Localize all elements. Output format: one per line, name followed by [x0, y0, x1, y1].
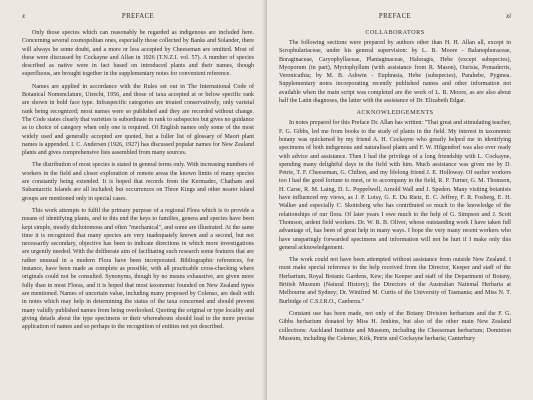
- right-page-number: xi: [506, 13, 511, 20]
- left-page-number: x: [22, 13, 26, 20]
- left-paragraph-2: Names are applied in accordance with the Rules set out in The International Code of Botanical Nomenclature, Utrecht, 1956, and those of taxa accepted at or below specific rank are shown in bold face type. Infraspecific categories are treated conservatively, only varietal rank being recognized; most names were so published and they are recorded without change. The Code states clearly that varieties is subordinate in rank to subspecies but gives no guidance as to choice of category when only one is required. Of English names only some of the most widely used and generally accepted are quoted, but a fuller list of glossary of Maori plant names is appended. I. C. Andersen (1926, 1927) has discussed popular names for New Zealand plants and gives comprehensive lists assembled from many sources.: [22, 83, 254, 157]
- collaborators-paragraph: The following sections were prepared by authors other than H. H. Allan all, except in Scrophulariaceae, under his general supervision: by L. B. Moore - Balanophoraceae, Boraginaceae, Caryophyllaceae, Plantaginaceae, Haloragis, Hebe (except subspecies), Myoporum (in part), Myriophyllum (with assistance from R. Mason), Ourisia, Pomaderris, Veronicathia; by M. B. Ashwin - Euphrasia, Hebe (subspecies), Parahebe, Pygmea. Supplementary notes incorporating recently published names and other information not available when the main script was completed are the work of L. B. Moore, as are also about half the Latin diagnoses, the latter with the assistance of Dr. Elizabeth Edgar.: [279, 40, 511, 105]
- acknowledgements-paragraph-3: Constant use has been made, not only of the Botany Division herbarium and the F. G. Gibbs herbarium donated by Miss H. Jenkins, but also of the other main New Zealand collections: Auckland Institute and Museum, including the Cheeseman herbarium; Dominion Museum, including the Colenso, Kirk, Petrie and Cockayne herbaria; Canterbury: [279, 310, 511, 342]
- collaborators-heading: COLLABORATORS: [365, 29, 425, 36]
- right-page: [267, 0, 533, 400]
- left-running-head-title: PREFACE: [121, 13, 155, 20]
- acknowledgements-paragraph-2: The work could not have been attempted without assistance from outside New Zealand. I must make special reference to the help received from the Director, Keeper and staff of the Herbarium, Royal Botanic Gardens, Kew; the Keeper and staff of the Department of Botany, British Museum (Natural History); the Directors of the Australian National Herbaria at Melbourne and Sydney; Dr. Winifred M. Curtis of the University of Tasmania; and Miss N. T. Burbidge of C.S.I.R.O., Canberra.": [279, 257, 511, 305]
- left-paragraph-4: This work attempts to fulfil the primary purpose of a regional Flora which is to provide a means of identifying plants, and to this end the keys to families, genera and species have been kept simple, mostly dichotomous and often "mechanical", and some are illustrated. At the same time it is recognized that many species are very inadequately known and a second, but not necessarily secondary, objective has been to indicate directions in which more investigations are urgently needed. With the deliberate aim of facilitating such research some features that are rather unusual in a modern Flora have been incorporated. Bibliographic references, for instance, have been made as complete as possible, with all practicable cross-checking where originals could not be consulted. Synonyms, though by no means exhaustive, are given more fully than in most Floras, and it is hoped that most taxonomic founded on New Zealand types are mentioned. Names of uncertain value, including many proposed by Colenso, are dealt with in notes which may help in determining the status of the taxa concerned and should prevent many validly published names from being overlooked. Quoting the original or type locality and giving details about the type specimens or their whereabouts should lead to the more precise application of names and so perhaps to the recognition of entities not yet described.: [22, 207, 254, 331]
- right-running-head-title: PREFACE: [378, 13, 412, 20]
- left-running-head: [22, 13, 254, 24]
- left-paragraph-1: Only those species which can reasonably be regarded as indigenous are included here. Concerning several cosmopolitan ones, especially those collected by Banks and Solander, there will always be some doubt, and a more or less accepted by Cheeseman are omitted. Most of these were discussed by Cockayne and Allan in 1926 (T.N.Z.I. vol. 57). A number of species described as native were in fact based on introduced plants and their names, though superfluous, are brought together in the supplementary notes for convenient reference.: [22, 30, 254, 78]
- acknowledgements-paragraph-1: In notes prepared for this Preface Dr. Allan has written: "That great and stimulating teacher, F. G. Gibbs, led me from books to the study of plants in the field. My interest in taxonomic botany was quickened by my friend A. H. Cockayne who greatly helped me in identifying specimens of both indigenous and naturalised plants and F. W. Hilgendorf was also ever ready with advice and assistance. Then I had the privilege of a long friendship with L. Cockayne, spending many delightful days in the field with him. Much assistance was given me by D. Petrie, T. F. Cheeseman, G. Chilton, and my lifelong friend J. E. Holloway. Of earlier workers too I had the good fortune to meet, or to accompany in the field, R. P. Turner, G. M. Thomson, H. Carse, R. M. Laing, D. L. Poppelwell, Arnold Wall and J. Speden. Many visiting botanists have influenced my views, as J. P. Lotsy, G. E. Du Rietz, E. C. Jeffrey, F. R. Fosberg, E. H. Walker and especially C. Skottsberg who has contributed so much to the knowledge of the relationships of our flora. Of later years I owe much to the help of G. Simpson and J. Scott Thomson, ardent field workers. Dr. W. R. B. Oliver, whose outstanding work I have taken full advantage of, has been of great help in many ways. I hope the very many recent workers who have unsparingly forwarded specimens and information will not be hurt if I make only this general acknowledgement.: [279, 120, 511, 251]
- right-running-head: [279, 13, 511, 24]
- left-paragraph-3: The distribution of most species is stated in general terms only. With increasing numbers of workers in the field and closer exploration of remote areas the known limits of many species are constantly being extended. It is hoped that records from the Kermadec, Chatham and Subantarctic Islands are all included; but occurrences on Three Kings and other nearer island groups are mentioned only in special cases.: [22, 162, 254, 202]
- left-page: [0, 0, 266, 400]
- acknowledgements-heading: ACKNOWLEDGEMENTS: [356, 109, 434, 117]
